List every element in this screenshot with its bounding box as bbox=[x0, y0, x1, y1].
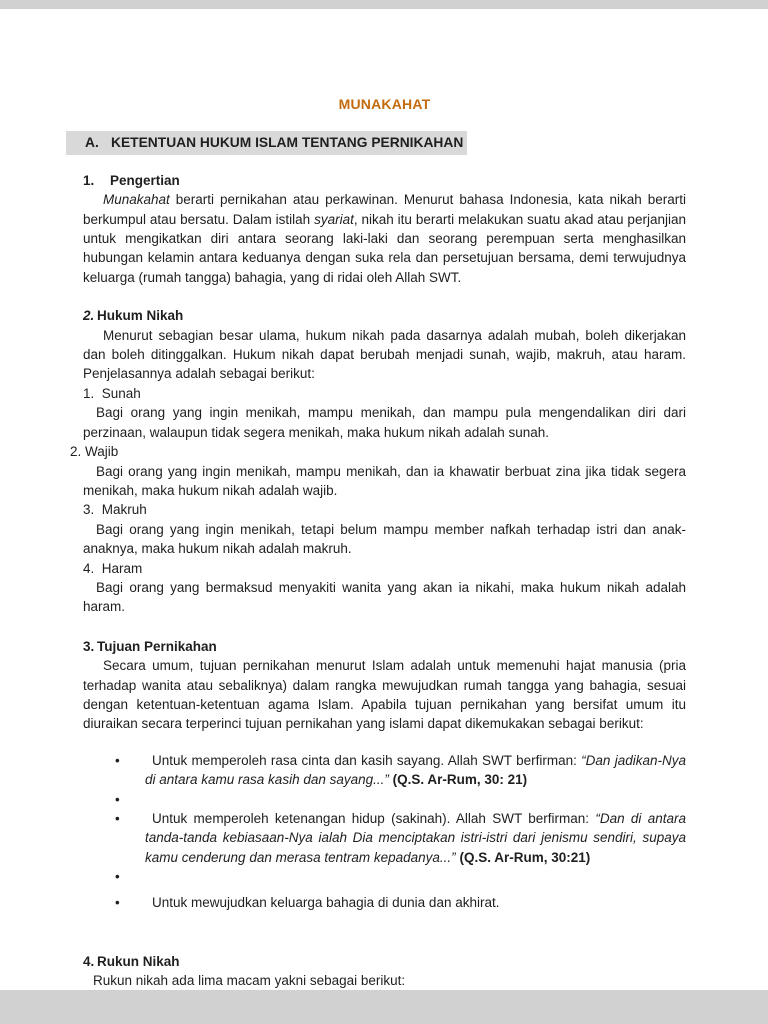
law-item-haram-label: 4. Haram bbox=[83, 560, 143, 576]
text-run: “Dan jadikan-Nya di antara kamu rasa kasih dan sayang...” bbox=[145, 752, 686, 788]
law-item-sunah bbox=[83, 384, 686, 442]
bullet-item-text bbox=[145, 893, 686, 912]
section-a-title: KETENTUAN HUKUM ISLAM TENTANG PERNIKAHAN bbox=[111, 135, 464, 151]
heading-tujuan-pernikahan bbox=[83, 637, 686, 656]
law-item-sunah-body: Bagi orang yang ingin menikah, mampu menikah, dan mampu pula mengendalikan diri dari perzinaan, walaupun tidak segera menikah, maka hukum nikah adalah sunah. bbox=[83, 405, 686, 440]
paragraph-pengertian bbox=[83, 190, 686, 287]
text-run: Untuk memperoleh ketenangan hidup (sakinah). Allah SWT berfirman: bbox=[152, 811, 596, 826]
law-item-makruh-label: 3. Makruh bbox=[83, 502, 147, 518]
bullet-icon: • bbox=[115, 894, 120, 910]
heading-tujuan-text: Tujuan Pernikahan bbox=[97, 638, 217, 654]
tujuan-bullet-list bbox=[83, 751, 686, 912]
heading-hukum-nikah bbox=[83, 306, 686, 325]
heading-tujuan-number: 3. bbox=[83, 638, 95, 654]
bullet-icon: • bbox=[115, 791, 120, 807]
law-item-sunah-label: 1. Sunah bbox=[83, 385, 141, 401]
heading-pengertian bbox=[83, 171, 686, 190]
bullet-item-text bbox=[145, 790, 686, 809]
bullet-item bbox=[83, 751, 686, 790]
paragraph-tujuan-pernikahan: Secara umum, tujuan pernikahan menurut Islam adalah untuk memenuhi hajat manusia (pria terhadap wanita atau sebaliknya) dalam rangka mewujudkan rumah tangga yang bahagia, sesuai dengan ketentuan-ketentuan agama Islam. Apabila tujuan pernikahan yang bersifat umum itu diuraikan secara terperinci tujuan pernikahan yang islami dapat dikemukakan sebagai berikut: bbox=[83, 658, 686, 732]
bullet-item-text bbox=[145, 751, 686, 790]
heading-rukun-text: Rukun Nikah bbox=[97, 954, 180, 970]
paragraph-rukun-nikah: Rukun nikah ada lima macam yakni sebagai berikut: bbox=[93, 973, 406, 989]
bullet-item bbox=[83, 809, 686, 867]
law-item-wajib bbox=[70, 442, 686, 500]
heading-hukum-nikah-number: 2. bbox=[83, 308, 95, 324]
section-a-highlight bbox=[66, 131, 467, 154]
text-run: Untuk memperoleh rasa cinta dan kasih sayang. Allah SWT berfirman: bbox=[152, 752, 582, 768]
text-run: Untuk mewujudkan keluarga bahagia di dunia dan akhirat. bbox=[152, 894, 500, 910]
paragraph-hukum-nikah: Menurut sebagian besar ulama, hukum nikah pada dasarnya adalah mubah, boleh dikerjakan dan boleh ditinggalkan. Hukum nikah dapat berubah menjadi sunah, wajib, makruh, atau haram. Penjelasannya adalah sebagai berikut: bbox=[83, 327, 686, 382]
text-run: “Dan di antara tanda-tanda kebiasaan-Nya ialah Dia menciptakan istri-istri dari jenismu sendiri, supaya kamu cenderung dan merasa tentram kepadanya...” bbox=[145, 811, 686, 865]
law-item-wajib-label: 2. Wajib bbox=[70, 444, 119, 460]
text-run: Munakahat bbox=[103, 192, 170, 208]
bullet-icon: • bbox=[115, 752, 120, 768]
section-a-heading bbox=[83, 131, 686, 154]
law-item-haram-body: Bagi orang yang bermaksud menyakiti wanita yang akan ia nikahi, maka hukum nikah adalah haram. bbox=[83, 579, 686, 615]
law-item-wajib-body: Bagi orang yang ingin menikah, mampu menikah, dan ia khawatir berbuat zina jika tidak segera menikah, maka hukum nikah adalah wajib. bbox=[83, 463, 686, 498]
bullet-item-text bbox=[145, 809, 686, 867]
document-page bbox=[0, 9, 768, 990]
heading-pengertian-text: Pengertian bbox=[110, 172, 180, 188]
law-item-makruh-body: Bagi orang yang ingin menikah, tetapi belum mampu member nafkah terhadap istri dan anak-anaknya, maka hukum nikah adalah makruh. bbox=[83, 521, 686, 557]
bullet-item-text bbox=[145, 867, 686, 886]
heading-rukun-nikah bbox=[83, 952, 686, 971]
bullet-item bbox=[83, 867, 686, 886]
text-run: (Q.S. Ar-Rum, 30: 21) bbox=[392, 772, 528, 788]
bullet-item bbox=[83, 893, 686, 912]
text-run: , nikah itu berarti melakukan suatu akad atau perjanjian untuk mengikatkan diri antara seorang laki-laki dan seorang perempuan serta menghasilkan hubungan kelamin antara keduanya dengan suka rela dan persetujuan bersama, demi terwujudnya keluarga (rumah tangga) bahagia, yang di ridai oleh Allah SWT. bbox=[83, 211, 686, 285]
section-a-number: A. bbox=[85, 135, 99, 151]
bullet-icon: • bbox=[115, 869, 120, 885]
text-run: berarti pernikahan atau perkawinan. Menurut bahasa Indonesia, kata nikah berarti berkumpul atau bersatu. Dalam istilah bbox=[83, 192, 686, 227]
document-title: MUNAKAHAT bbox=[338, 96, 431, 112]
bullet-item bbox=[83, 790, 686, 809]
law-item-makruh bbox=[83, 500, 686, 558]
law-item-haram bbox=[83, 559, 686, 617]
heading-hukum-nikah-text: Hukum Nikah bbox=[97, 308, 184, 324]
text-run: syariat bbox=[314, 211, 354, 227]
heading-rukun-number: 4. bbox=[83, 954, 95, 970]
bullet-icon: • bbox=[115, 811, 120, 826]
text-run: (Q.S. Ar-Rum, 30:21) bbox=[459, 849, 591, 865]
heading-pengertian-number: 1. bbox=[83, 172, 95, 188]
